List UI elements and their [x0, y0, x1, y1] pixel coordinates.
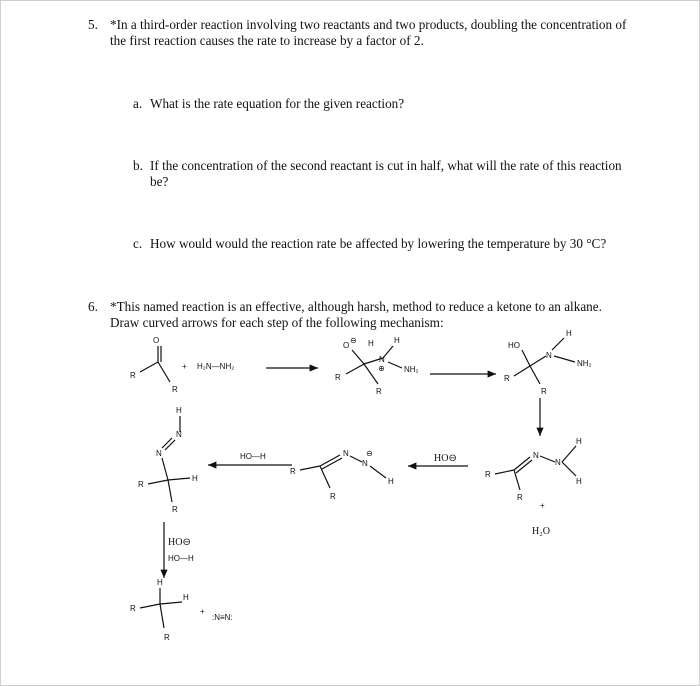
atom-H-2b: H — [394, 336, 400, 345]
atom-H-7b: H — [183, 593, 189, 602]
question-5a-text: What is the rate equation for the given reaction? — [150, 96, 405, 111]
atom-R-3a: R — [504, 374, 510, 383]
atom-N-5a: N — [343, 449, 349, 458]
atom-R-5b: R — [330, 492, 336, 501]
atom-H-6b: H — [192, 474, 198, 483]
atom-R-5a: R — [290, 467, 296, 476]
atom-R-7b: R — [164, 633, 170, 642]
atom-R-7a: R — [130, 604, 136, 613]
question-5b-letter: b. — [133, 158, 143, 173]
nh2-2: NH₂ — [404, 365, 419, 374]
atom-N-6a: N — [176, 430, 182, 439]
charge-pos-2: ⊕ — [378, 364, 385, 373]
ketone-structure — [140, 346, 170, 382]
ho-label-3: HO — [508, 341, 520, 350]
atom-O-1: O — [153, 336, 160, 345]
question-6-text-line2: Draw curved arrows for each step of the following mechanism: — [110, 315, 444, 330]
atom-R-2a: R — [335, 373, 341, 382]
hydroxide-reagent-2: HO⊖ — [168, 537, 191, 548]
atom-H-2a: H — [368, 339, 374, 348]
question-5b-text-line2: be? — [150, 174, 169, 189]
alkane-product-structure — [140, 588, 182, 628]
question-5c-text: How would would the reaction rate be affected by lowering the temperature by 30 °C? — [150, 236, 607, 251]
atom-H-3: H — [566, 329, 572, 338]
atom-R-4b: R — [517, 493, 523, 502]
question-5b-text-line1: If the concentration of the second reactant is cut in half, what will the rate of this reaction — [150, 158, 622, 173]
plus-1: + — [182, 362, 187, 371]
nitrogen-gas-label: :N≡N: — [212, 613, 233, 622]
atom-R-2b: R — [376, 387, 382, 396]
atom-R-4a: R — [485, 470, 491, 479]
atom-R-6a: R — [138, 480, 144, 489]
atom-R-3b: R — [541, 387, 547, 396]
question-6-number: 6. — [88, 299, 98, 314]
question-5-text-line1: *In a third-order reaction involving two reactants and two products, doubling the concentration of — [110, 17, 627, 32]
tetrahedral-intermediate-structure — [346, 346, 402, 384]
atom-H-4a: H — [576, 437, 582, 446]
atom-H-6a: H — [176, 406, 182, 415]
atom-H-5: H — [388, 477, 394, 486]
water-product-label: H₂O — [532, 526, 550, 537]
water-reagent-mid: HO—H — [240, 452, 266, 461]
atom-N-4a: N — [533, 451, 539, 460]
hydrazone-anion-structure — [300, 455, 386, 488]
atom-labels — [130, 329, 592, 642]
hydroxide-reagent-1: HO⊖ — [434, 453, 457, 464]
atom-H-7a: H — [157, 578, 163, 587]
azo-intermediate-structure — [148, 416, 190, 502]
water-reagent-bottom: HO—H — [168, 554, 194, 563]
plus-7: + — [200, 607, 205, 616]
hydrazine-label: H₂N—NH₂ — [197, 362, 235, 371]
atom-R-1b: R — [172, 385, 178, 394]
atom-N-2: N — [379, 355, 385, 364]
atom-N-5b: N — [362, 459, 368, 468]
atom-N-4b: N — [555, 458, 561, 467]
carbinolamine-structure — [514, 338, 575, 384]
question-6-text-line1: *This named reaction is an effective, although harsh, method to reduce a ketone to an alkane. — [110, 299, 602, 314]
atom-R-6b: R — [172, 505, 178, 514]
charge-neg-5: ⊖ — [366, 449, 373, 458]
atom-O-2: O — [343, 341, 350, 350]
plus-4: + — [540, 501, 545, 510]
charge-neg-2: ⊖ — [350, 336, 357, 345]
question-5-number: 5. — [88, 17, 98, 32]
atom-N-6b: N — [156, 449, 162, 458]
atom-N-3: N — [546, 351, 552, 360]
question-5c-letter: c. — [133, 236, 143, 251]
question-5a-letter: a. — [133, 96, 143, 111]
question-5-text-line2: the first reaction causes the rate to increase by a factor of 2. — [110, 33, 424, 48]
atom-R-1a: R — [130, 371, 136, 380]
nh2-3: NH₂ — [577, 359, 592, 368]
atom-H-4b: H — [576, 477, 582, 486]
